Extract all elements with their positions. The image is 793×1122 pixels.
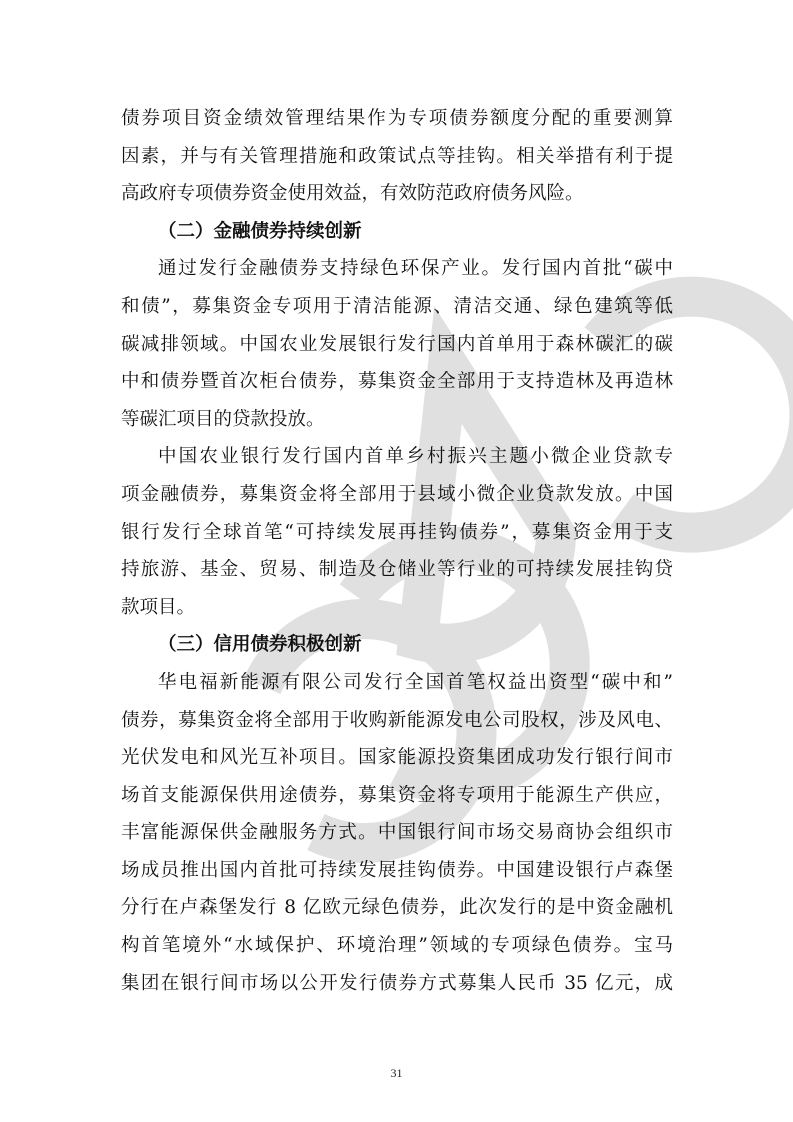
text-line: 持旅游、基金、贸易、制造及仓储业等行业的可持续发展挂钩贷: [121, 559, 673, 581]
text-line: 项金融债券，募集资金将全部用于县域小微企业贷款发放。中国: [121, 483, 673, 505]
paragraph-agricultural-bank: [121, 438, 673, 626]
text-line: 中和债券暨首次柜台债券，募集资金全部用于支持造林及再造林: [121, 371, 673, 393]
text-line: 等碳汇项目的贷款投放。: [121, 408, 325, 430]
text-line: 通过发行金融债券支持绿色环保产业。发行国内首批“碳中: [158, 258, 673, 280]
text-line: 因素，并与有关管理措施和政策试点等挂钩。相关举措有利于提: [121, 145, 673, 167]
section-heading-credit-bonds: （三）信用债券积极创新: [158, 634, 362, 656]
page-body: [121, 100, 673, 1002]
text-line: 场成员推出国内首批可持续发展挂钩债券。中国建设银行卢森堡: [121, 859, 673, 881]
text-line: 债券项目资金绩效管理结果作为专项债券额度分配的重要测算: [121, 108, 673, 129]
text-line: 构首笔境外“水域保护、环境治理”领域的专项绿色债券。宝马: [121, 935, 673, 957]
paragraph-continuation: [121, 100, 673, 213]
text-line: 碳减排领域。中国农业发展银行发行国内首单用于森林碳汇的碳: [121, 333, 673, 355]
text-line: 高政府专项债券资金使用效益，有效防范政府债务风险。: [121, 183, 584, 205]
text-line: 中国农业银行发行国内首单乡村振兴主题小微企业贷款专: [158, 446, 673, 468]
text-line: 和债”，募集资金专项用于清洁能源、清洁交通、绿色建筑等低: [121, 295, 673, 317]
text-line: 丰富能源保供金融服务方式。中国银行间市场交易商协会组织市: [121, 822, 673, 844]
page-number: 31: [390, 1066, 403, 1080]
text-line: 光伏发电和风光互补项目。国家能源投资集团成功发行银行间市: [121, 747, 673, 769]
paragraph-credit-bonds: [121, 664, 673, 1002]
paragraph-green-financial-bonds: [121, 250, 673, 438]
text-line: 银行发行全球首笔“可持续发展再挂钩债券”，募集资金用于支: [121, 521, 673, 543]
section-heading-financial-bonds: （二）金融债券持续创新: [158, 220, 362, 242]
text-line: 华电福新能源有限公司发行全国首笔权益出资型“碳中和”: [158, 671, 673, 693]
text-line: 债券，募集资金将全部用于收购新能源发电公司股权，涉及风电、: [121, 709, 673, 731]
text-line: 集团在银行间市场以公开发行债券方式募集人民币 35 亿元，成: [121, 972, 673, 994]
text-line: 场首支能源保供用途债券，募集资金将专项用于能源生产供应，: [121, 784, 673, 806]
text-line: 款项目。: [121, 596, 196, 618]
text-line: 分行在卢森堡发行 8 亿欧元绿色债券，此次发行的是中资金融机: [121, 897, 673, 919]
